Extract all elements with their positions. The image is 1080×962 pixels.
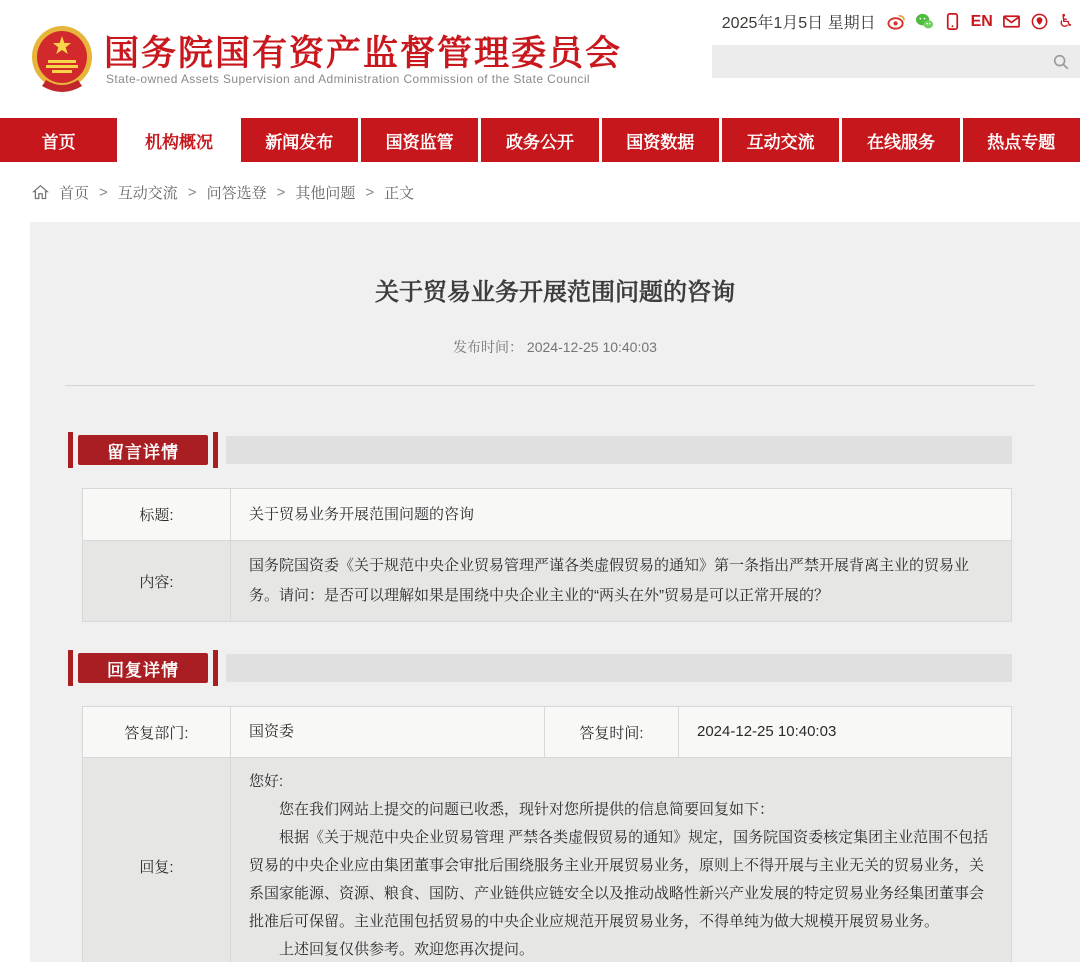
section-gray-bar xyxy=(226,654,1012,682)
site-subtitle: State-owned Assets Supervision and Administration Commission of the State Council xyxy=(106,72,590,86)
message-content-label: 内容: xyxy=(83,541,231,622)
mail-icon[interactable] xyxy=(1002,12,1021,31)
breadcrumb-separator: > xyxy=(276,183,286,201)
message-detail-table xyxy=(82,488,1012,622)
nav-item-online-service[interactable]: 在线服务 xyxy=(842,118,959,162)
reply-line: 您好: xyxy=(249,773,284,790)
reply-dept-label: 答复部门: xyxy=(83,707,231,758)
accessibility-icon[interactable]: ♿ xyxy=(1057,11,1074,31)
search-icon xyxy=(1052,53,1070,71)
weibo-icon[interactable] xyxy=(887,12,906,31)
reply-section-header xyxy=(68,650,1012,686)
breadcrumb-separator: > xyxy=(99,183,108,201)
main-nav xyxy=(0,118,1080,162)
breadcrumb-interaction[interactable]: 互动交流 xyxy=(117,184,178,202)
current-date: 2025年1月5日 星期日 xyxy=(721,15,876,32)
reply-time-label: 答复时间: xyxy=(545,707,679,758)
nav-item-news[interactable]: 新闻发布 xyxy=(241,118,358,162)
message-title-value: 关于贸易业务开展范围问题的咨询 xyxy=(231,489,1012,541)
red-bar-left xyxy=(68,650,73,686)
breadcrumb-separator: > xyxy=(365,183,375,201)
message-content-value: 国务院国资委《关于规范中央企业贸易管理严谨各类虚假贸易的通知》第一条指出严禁开展背离主业的贸易业务。请问：是否可以理解如果是围绕中央企业主业的“两头在外”贸易是可以正常开展的？ xyxy=(231,541,1012,622)
red-bar-right xyxy=(213,650,218,686)
english-version-link[interactable]: EN xyxy=(970,12,993,30)
site-header xyxy=(0,0,1080,118)
reply-dept-value: 国资委 xyxy=(231,707,545,758)
publish-time: 发布时间： 2024-12-25 10:40:03 xyxy=(453,339,657,355)
title-divider xyxy=(65,385,1035,386)
reply-line: 您在我们网站上提交的问题已收悉，现针对您所提供的信息简要回复如下： xyxy=(279,801,775,818)
red-bar-right xyxy=(213,432,218,468)
table-row xyxy=(83,707,1012,758)
breadcrumb-other-questions[interactable]: 其他问题 xyxy=(295,184,356,202)
red-bar-left xyxy=(68,432,73,468)
nav-item-data[interactable]: 国资数据 xyxy=(602,118,719,162)
table-row xyxy=(83,489,1012,541)
nav-item-home[interactable]: 首页 xyxy=(0,118,117,162)
nav-item-about[interactable]: 机构概况 xyxy=(120,118,237,162)
reply-line: 根据《关于规范中央企业贸易管理 严禁各类虚假贸易的通知》规定，国务院国资委核定集团主业范围不包括贸易的中央企业应由集团董事会审批后围绕服务主业开展贸易业务，原则上不得开展与主业无关的贸易业务，关系国家能源、资源、粮食、国防、产业链供应链安全以及推动战略性新兴产业发展的特定贸易业务经集团董事会批准后可保留。主业范围包括贸易的中央企业应规范开展贸易业务，不得单纯为做大规模开展贸易业务。 xyxy=(249,829,989,930)
national-emblem-logo xyxy=(30,24,94,94)
nav-item-interaction[interactable]: 互动交流 xyxy=(722,118,839,162)
table-row xyxy=(83,758,1012,962)
search-button[interactable] xyxy=(1042,45,1080,78)
reply-line: 上述回复仅供参考。欢迎您再次提问。 xyxy=(279,941,535,958)
header-utilities xyxy=(712,10,1080,33)
section-gray-bar xyxy=(226,436,1012,464)
message-section-header xyxy=(68,432,1012,468)
breadcrumb-home[interactable]: 首页 xyxy=(59,184,90,202)
nav-item-gov-affairs[interactable]: 政务公开 xyxy=(481,118,598,162)
mobile-icon[interactable] xyxy=(943,12,962,31)
reply-section-badge: 回复详情 xyxy=(78,653,208,683)
search-input[interactable] xyxy=(712,45,1042,78)
site-search xyxy=(712,45,1080,78)
breadcrumb-separator: > xyxy=(187,183,197,201)
table-row xyxy=(83,541,1012,622)
reply-label: 回复: xyxy=(83,758,231,962)
breadcrumb-qa[interactable]: 问答选登 xyxy=(206,184,267,202)
home-icon xyxy=(32,184,49,201)
message-title-label: 标题: xyxy=(83,489,231,541)
reply-detail-table xyxy=(82,706,1012,962)
article-container xyxy=(30,222,1080,962)
breadcrumb xyxy=(0,162,1080,222)
breadcrumb-current: 正文 xyxy=(384,184,415,202)
reply-content xyxy=(231,758,1012,962)
nav-item-hot-topics[interactable]: 热点专题 xyxy=(963,118,1080,162)
nav-item-supervision[interactable]: 国资监管 xyxy=(361,118,478,162)
reply-time-value: 2024-12-25 10:40:03 xyxy=(679,707,1012,758)
wechat-icon[interactable] xyxy=(915,12,934,31)
location-icon[interactable] xyxy=(1030,12,1049,31)
site-title: 国务院国有资产监督管理委员会 xyxy=(104,34,623,73)
page-title: 关于贸易业务开展范围问题的咨询 xyxy=(375,279,735,306)
message-section-badge: 留言详情 xyxy=(78,435,208,465)
